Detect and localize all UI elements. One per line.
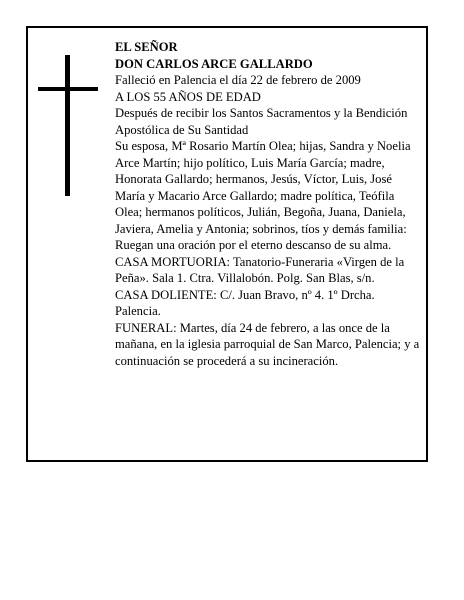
prayer-request: Ruegan una oración por el eterno descanso de su alma. — [115, 238, 392, 252]
deceased-name: DON CARLOS ARCE GALLARDO — [115, 56, 313, 71]
age-at-death: A LOS 55 AÑOS DE EDAD — [115, 89, 261, 104]
cross-icon-vertical-bar — [65, 55, 70, 196]
sacraments-notice: Después de recibir los Santos Sacramentos y la Bendición Apostólica de Su Santidad — [115, 106, 408, 137]
funeral-home: CASA MORTUORIA: Tanatorio-Funeraria «Virgen de la Peña». Sala 1. Ctra. Villalobón. Polg. San Blas, s/n. — [115, 254, 405, 285]
family-list: Su esposa, Mª Rosario Martín Olea; hijas, Sandra y Noelia Arce Martín; hijo político, Luis María García; madre, Honorata Gallardo; hermanos, Jesús, Víctor, Luis, José María y Macario Arce Gallardo; madre política, Teófila Olea; hermanos políticos, Julián, Begoña, Juana, Daniela, Javiera, Amelia y Antonia; sobrinos, tíos y demás familia: — [115, 139, 411, 236]
funeral-details: FUNERAL: Martes, día 24 de febrero, a las once de la mañana, en la iglesia parroquial de San Marco, Palencia; y a continuación se procederá a su incineración. — [115, 320, 420, 368]
obituary-title: EL SEÑOR — [115, 40, 178, 54]
obituary-text — [115, 39, 420, 369]
cross-icon-horizontal-bar — [38, 87, 98, 91]
family-home: CASA DOLIENTE: C/. Juan Bravo, nº 4. 1º Drcha. Palencia. — [115, 287, 375, 318]
death-notice: Falleció en Palencia el día 22 de febrero de 2009 — [115, 73, 361, 87]
